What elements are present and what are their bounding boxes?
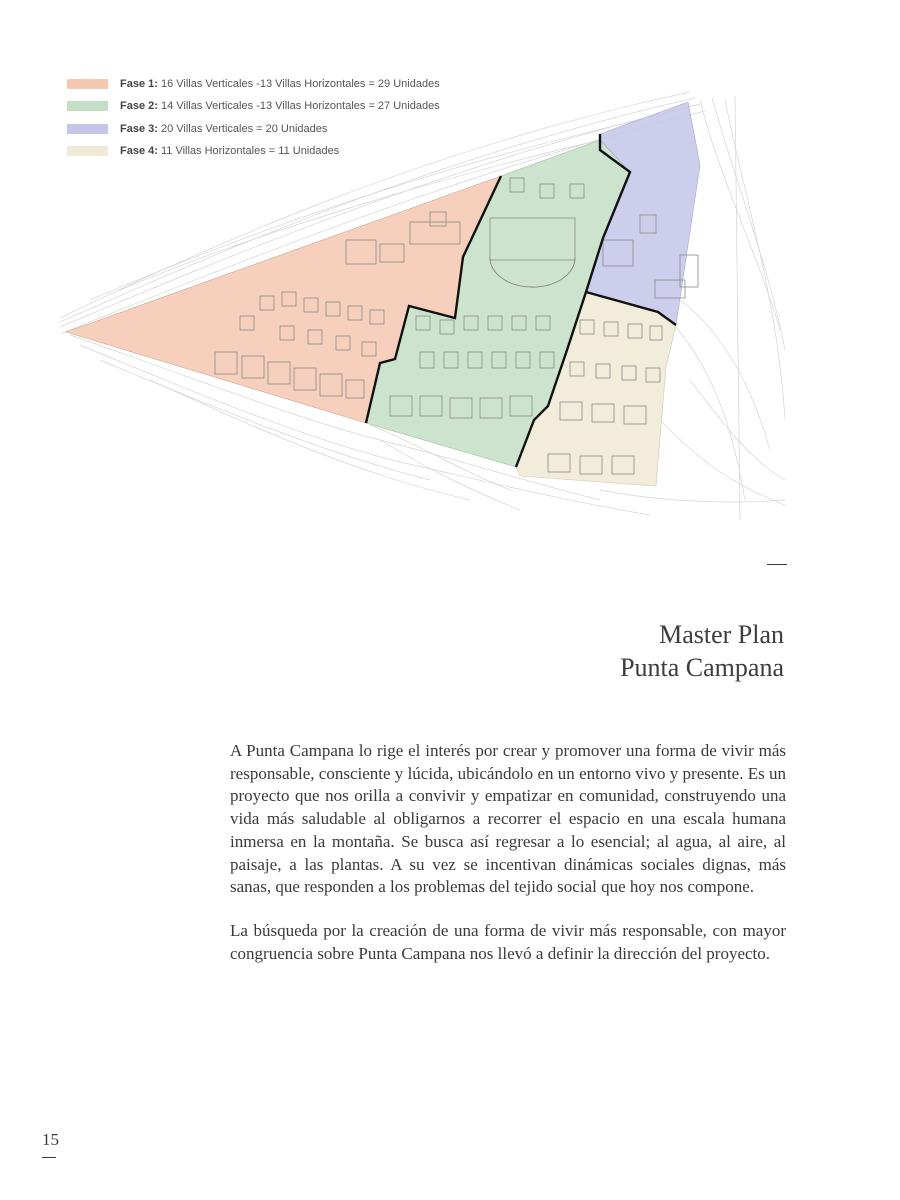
section-divider <box>767 564 787 565</box>
legend-description: 20 Villas Verticales = 20 Unidades <box>157 122 328 135</box>
legend-description: 14 Villas Verticales -13 Villas Horizontales = 27 Unidades <box>157 100 440 113</box>
legend-description: 16 Villas Verticales -13 Villas Horizontales = 29 Unidades <box>157 78 440 91</box>
page-title <box>620 618 784 684</box>
legend-description: 11 Villas Horizontales = 11 Unidades <box>157 145 340 158</box>
title-line-1: Master Plan <box>659 620 784 649</box>
legend-label: Fase 1: <box>120 78 158 91</box>
legend-label: Fase 4: <box>120 145 158 158</box>
body-paragraph-1: A Punta Campana lo rige el interés por crear y promover una forma de vivir más responsable, consciente y lúcida, ubicándolo en un entorno vivo y presente. Es un proyecto que nos orilla a convivir y empatizar en comunidad, construyendo una vida más saludable al obligarnos a recorrer el espacio en una escala humana inmersa en la montaña. Se busca así regresar a lo esencial; al agua, al aire, al paisaje, a las plantas. A su vez se incentivan dinámicas sociales dignas, más sanas, que responden a los problemas del tejido social que hoy nos compone. <box>230 741 786 897</box>
title-line-2: Punta Campana <box>620 653 784 682</box>
master-plan-map <box>0 0 900 540</box>
legend-label: Fase 3: <box>120 122 158 135</box>
page-number-underline <box>42 1157 56 1158</box>
legend-label: Fase 2: <box>120 100 158 113</box>
body-paragraph-2: La búsqueda por la creación de una forma de vivir más responsable, con mayor congruencia sobre Punta Campana nos llevó a definir la dirección del proyecto. <box>230 921 786 963</box>
page-number: 15 <box>42 1130 59 1149</box>
